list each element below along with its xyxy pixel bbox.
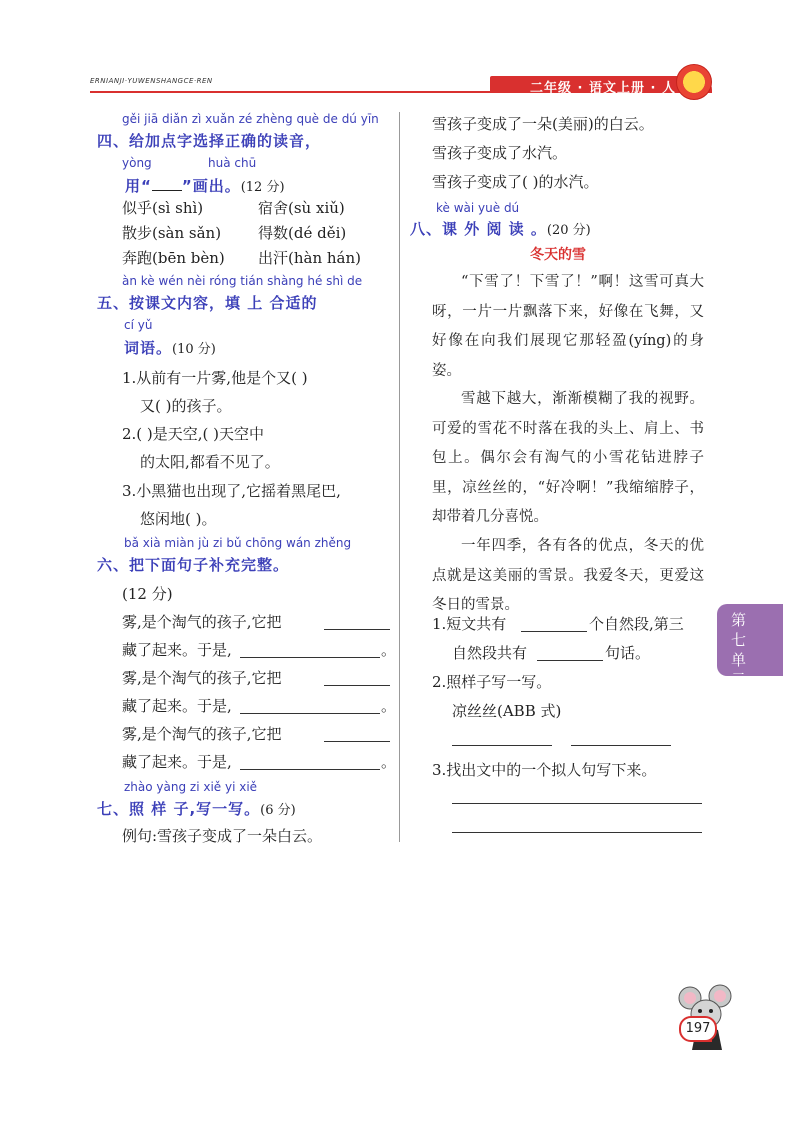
- s6-blank-1b[interactable]: [240, 657, 380, 658]
- s7-title-line: [97, 798, 296, 819]
- s4-title-2a: 用“: [125, 177, 152, 195]
- s8-q1-d: 句话。: [605, 644, 651, 662]
- s5-line-2: 又( )的孩子。: [140, 397, 232, 415]
- s6-blank-2b[interactable]: [240, 713, 380, 714]
- s5-title-2: 词语。: [124, 339, 173, 357]
- s8-title: 八、课 外 阅 读 。: [410, 220, 547, 238]
- s4-pinyin-2b: huà chū: [208, 156, 257, 170]
- s6-period-1: 。: [381, 641, 397, 659]
- s6-sentence-3a: 雾,是个淘气的孩子,它把: [122, 725, 282, 743]
- s4-row-1-a[interactable]: 似乎(sì shì): [122, 199, 204, 217]
- s6-title: 六、把下面句子补充完整。: [97, 556, 290, 574]
- s4-row-3-a[interactable]: 奔跑(bēn bèn): [122, 249, 225, 267]
- s8-pinyin-1: kè wài yuè dú: [436, 201, 520, 215]
- s5-line-1: 1.从前有一片雾,他是个又( ): [122, 369, 308, 387]
- s6-blank-1a[interactable]: [324, 629, 390, 630]
- s4-row-2-a[interactable]: 散步(sàn sǎn): [122, 224, 222, 242]
- unit-side-tab-label: 第七单元: [731, 611, 747, 689]
- s8-q3: 3.找出文中的一个拟人句写下来。: [432, 761, 657, 779]
- s7-score: (6 分): [260, 803, 296, 818]
- column-divider: [399, 112, 400, 842]
- s5-pinyin-2: cí yǔ: [124, 318, 153, 332]
- s6-sentence-1b: 藏了起来。于是,: [122, 641, 232, 659]
- s6-blank-3b[interactable]: [240, 769, 380, 770]
- s6-sentence-2a: 雾,是个淘气的孩子,它把: [122, 669, 282, 687]
- s5-line-4: 的太阳,都看不见了。: [140, 453, 280, 471]
- header-series-code: ERNIANJI·YUWENSHANGCE·REN: [90, 77, 213, 85]
- header-book-title: 二年级 · 语文上册 · 人: [530, 81, 676, 96]
- s6-period-3: 。: [381, 753, 397, 771]
- s4-row-1-b[interactable]: 宿舍(sù xiǔ): [258, 199, 345, 217]
- s8-q2-blank-2[interactable]: [571, 745, 671, 746]
- passage-title: 冬天的雪: [530, 247, 586, 263]
- s4-row-2-b[interactable]: 得数(dé děi): [258, 224, 347, 242]
- s4-pinyin-2a: yòng: [122, 156, 152, 170]
- s8-title-line: [410, 218, 591, 239]
- s6-score: (12 分): [122, 585, 173, 603]
- s6-blank-3a[interactable]: [324, 741, 390, 742]
- s6-sentence-2b: 藏了起来。于是,: [122, 697, 232, 715]
- s6-sentence-3b: 藏了起来。于是,: [122, 753, 232, 771]
- s8-q2-example: 凉丝丝(ABB 式): [452, 702, 562, 720]
- s7-example: 例句:雪孩子变成了一朵白云。: [122, 827, 323, 845]
- s7-example-2: 雪孩子变成了一朵(美丽)的白云。: [432, 115, 654, 133]
- s6-blank-2a[interactable]: [324, 685, 390, 686]
- s4-title-line2: [125, 175, 285, 196]
- s5-pinyin-1: àn kè wén nèi róng tián shàng hé shì de: [122, 274, 363, 288]
- publisher-badge-icon: [676, 64, 712, 100]
- s4-title-2b: ”画出。: [181, 177, 241, 195]
- passage-para-1: “下雪了！下雪了！”啊！这雪可真大呀，一片一片飘落下来，好像在飞舞，又好像在向我们展现它那轻盈(yíng)的身姿。: [432, 274, 704, 379]
- s4-row-3-b[interactable]: 出汗(hàn hán): [258, 249, 362, 267]
- s5-score: (10 分): [172, 342, 216, 357]
- unit-side-tab: [717, 604, 783, 689]
- s8-q3-blank-2[interactable]: [452, 832, 702, 833]
- s8-q1-c: 自然段共有: [452, 644, 528, 662]
- s5-line-6: 悠闲地( )。: [140, 510, 217, 528]
- page-number: 197: [679, 1016, 717, 1042]
- s8-q2-blank-1[interactable]: [452, 745, 552, 746]
- s7-example-3: 雪孩子变成了水汽。: [432, 144, 568, 162]
- s7-title: 七、照 样 子,写一写。: [97, 800, 261, 818]
- s8-q1-b: 个自然段,第三: [589, 615, 684, 633]
- s5-line-3: 2.( )是天空,( )天空中: [122, 425, 265, 443]
- s4-pinyin-1: gěi jiā diǎn zì xuǎn zé zhèng què de dú yīn: [122, 112, 379, 126]
- s8-q1-blank-1[interactable]: [521, 631, 587, 632]
- s5-line-5: 3.小黑猫也出现了,它摇着黑尾巴,: [122, 482, 341, 500]
- s5-title-line2: [124, 337, 216, 358]
- s8-q1-a: 1.短文共有: [432, 615, 507, 633]
- s4-underline-sample: [152, 176, 182, 191]
- s8-score: (20 分): [546, 223, 591, 238]
- s8-q1-blank-2[interactable]: [537, 660, 603, 661]
- s8-q3-blank-1[interactable]: [452, 803, 702, 804]
- s7-answer-line[interactable]: 雪孩子变成了( )的水汽。: [432, 173, 599, 191]
- s4-score: (12 分): [240, 180, 285, 195]
- s6-sentence-1a: 雾,是个淘气的孩子,它把: [122, 613, 282, 631]
- passage-para-2: 雪越下越大，渐渐模糊了我的视野。可爱的雪花不时落在我的头上、肩上、书包上。偶尔会有淘气的小雪花钻进脖子里，凉丝丝的，“好冷啊！”我缩缩脖子，却带着几分喜悦。: [432, 391, 704, 525]
- s6-period-2: 。: [381, 697, 397, 715]
- passage-para-3: 一年四季，各有各的优点，冬天的优点就是这美丽的雪景。我爱冬天，更爱这冬日的雪景。: [432, 538, 704, 613]
- s6-pinyin-1: bǎ xià miàn jù zi bǔ chōng wán zhěng: [124, 536, 352, 550]
- s7-pinyin-1: zhào yàng zi xiě yi xiě: [124, 780, 258, 794]
- s4-title: 四、给加点字选择正确的读音，: [97, 132, 322, 150]
- s5-title: 五、按课文内容，填 上 合适的: [97, 294, 318, 312]
- s8-q2: 2.照样子写一写。: [432, 673, 552, 691]
